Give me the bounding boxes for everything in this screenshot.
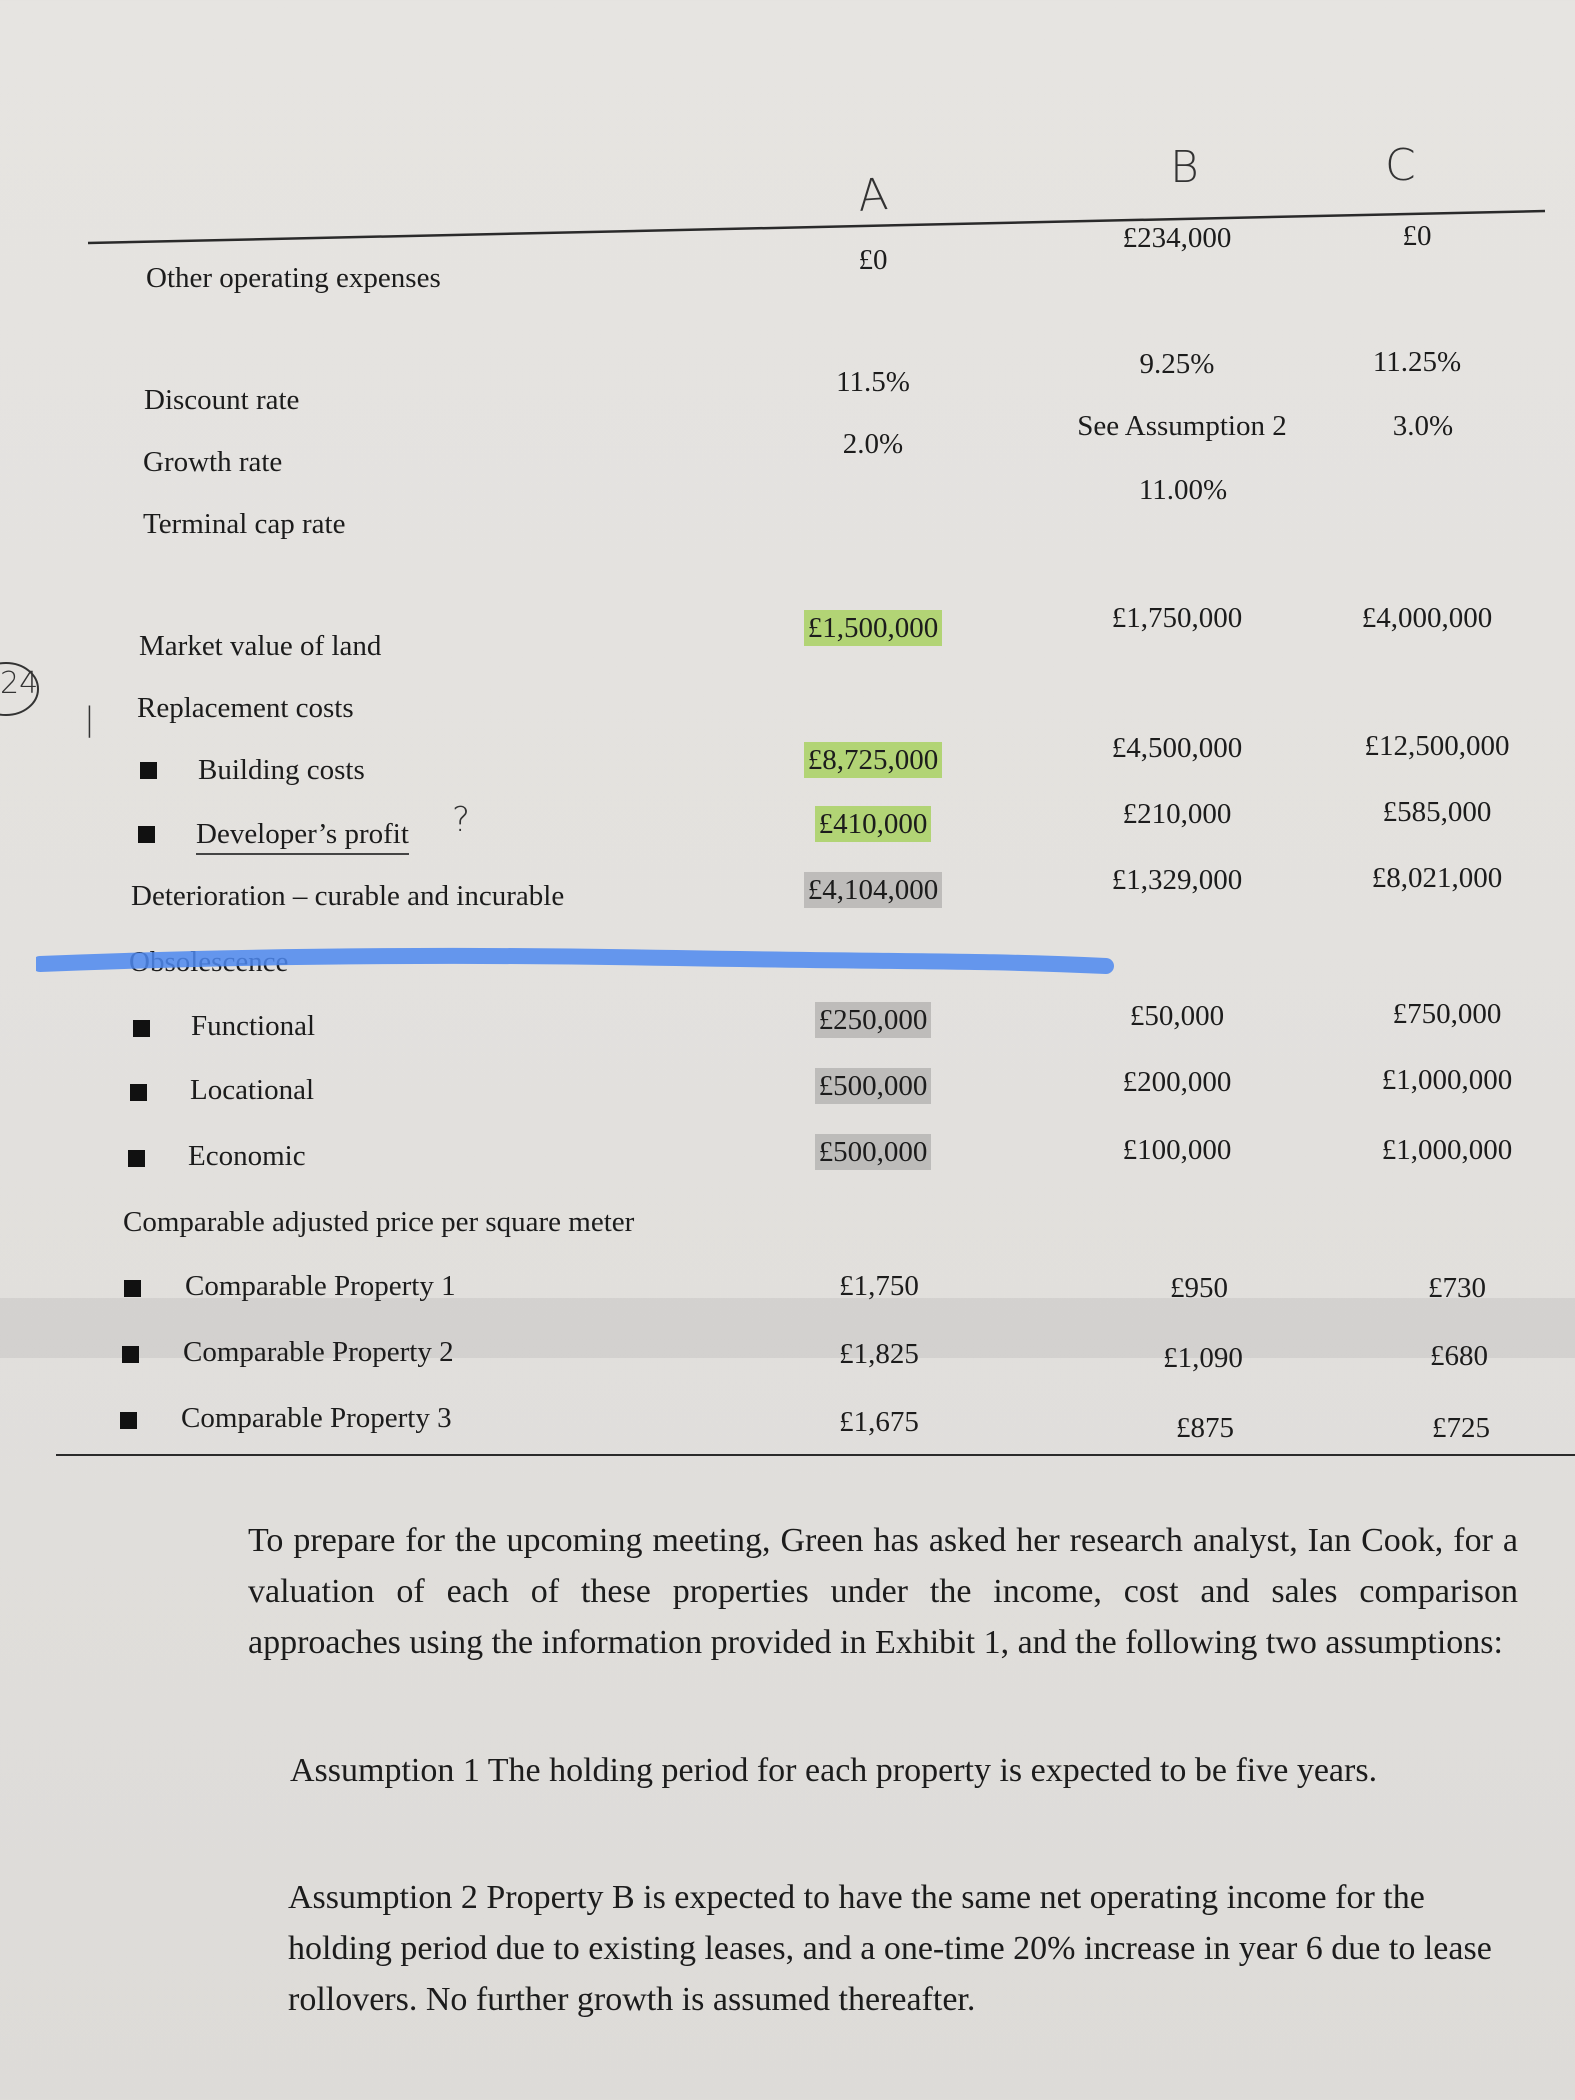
value-deterioration-c: £8,021,000 [1371, 862, 1503, 894]
value-functional-a-text: £250,000 [815, 1002, 932, 1038]
label-other-operating-expenses: Other operating expenses [146, 262, 441, 294]
assumption-2-label: Assumption 2 [288, 1879, 478, 1916]
label-building-costs: Building costs [198, 754, 365, 786]
label-replacement-costs: Replacement costs [137, 692, 354, 724]
label-terminal-cap-rate: Terminal cap rate [143, 508, 346, 540]
margin-tick: | [84, 700, 95, 738]
value-deterioration-b: £1,329,000 [1111, 864, 1243, 896]
value-economic-a [743, 1136, 1003, 1169]
value-comp2-b: £1,090 [1163, 1342, 1243, 1374]
label-economic: Economic [188, 1140, 306, 1172]
value-economic-b: £100,000 [1122, 1134, 1232, 1166]
body-paragraph: To prepare for the upcoming meeting, Green has asked her research analyst, Ian Cook, for a valuation of each of these properties under the income, cost and sales comparison approaches using the information provided in Exhibit 1, and the following two assumptions: [248, 1522, 1518, 1661]
assumption-1-text: The holding period for each property is expected to be five years. [487, 1752, 1378, 1789]
value-land-b: £1,750,000 [1111, 602, 1243, 634]
bullet-comp3 [120, 1412, 137, 1429]
label-discount-rate: Discount rate [144, 384, 300, 416]
value-economic-a-text: £500,000 [815, 1134, 932, 1170]
value-deterioration-a [743, 874, 1003, 907]
label-developer-profit: Developer’s profit [196, 818, 409, 855]
label-comparable-header: Comparable adjusted price per square meter [123, 1206, 635, 1238]
value-land-c: £4,000,000 [1361, 602, 1493, 634]
value-other-opex-b: £234,000 [1122, 222, 1232, 254]
value-functional-b: £50,000 [1129, 1000, 1225, 1032]
label-obsolescence: Obsolescence [129, 946, 289, 978]
value-developer-a-text: £410,000 [815, 806, 932, 842]
value-growth-rate-a: 2.0% [842, 428, 904, 460]
value-comp3-b: £875 [1176, 1412, 1234, 1444]
column-header-b: B [1170, 142, 1199, 193]
bullet-comp2 [122, 1346, 139, 1363]
label-comp3: Comparable Property 3 [181, 1402, 452, 1434]
bullet-developer-profit [138, 826, 155, 843]
value-other-opex-c: £0 [1402, 220, 1432, 252]
value-land-a-text: £1,500,000 [804, 610, 943, 646]
value-deterioration-a-text: £4,104,000 [804, 872, 943, 908]
value-developer-b: £210,000 [1122, 798, 1232, 830]
value-land-a [743, 612, 1003, 645]
label-locational: Locational [190, 1074, 315, 1106]
bullet-economic [128, 1150, 145, 1167]
value-building-a [743, 744, 1003, 777]
value-locational-a-text: £500,000 [815, 1068, 932, 1104]
value-comp1-a: £1,750 [839, 1270, 919, 1302]
assumption-1-label: Assumption 1 [290, 1752, 480, 1789]
bullet-functional [133, 1020, 150, 1037]
value-functional-c: £750,000 [1392, 998, 1502, 1030]
assumption-1 [290, 1745, 1525, 1796]
value-comp1-b: £950 [1170, 1272, 1228, 1304]
label-functional: Functional [191, 1010, 316, 1042]
column-header-a: A [856, 169, 890, 222]
assumption-2 [288, 1872, 1533, 2025]
value-comp3-a: £1,675 [839, 1406, 919, 1438]
value-comp3-c: £725 [1432, 1412, 1490, 1444]
value-building-a-text: £8,725,000 [804, 742, 943, 778]
bullet-comp1 [124, 1280, 141, 1297]
value-comp2-c: £680 [1430, 1340, 1488, 1372]
value-discount-rate-c: 11.25% [1372, 346, 1462, 378]
assumption-2-text: Property B is expected to have the same net operating income for the holding period due to existing leases, and a one-time 20% increase in year 6 due to lease rollovers. No further growth is assumed thereafter. [288, 1879, 1492, 2018]
question-mark: ? [452, 800, 471, 840]
value-discount-rate-a: 11.5% [836, 366, 910, 398]
column-header-c: C [1385, 140, 1416, 191]
bullet-building-costs [140, 762, 157, 779]
value-locational-a [743, 1070, 1003, 1103]
value-building-c: £12,500,000 [1364, 730, 1510, 762]
value-other-opex-a: £0 [858, 244, 888, 276]
bottom-rule [56, 1454, 1575, 1456]
bullet-locational [130, 1084, 147, 1101]
value-building-b: £4,500,000 [1111, 732, 1243, 764]
value-comp1-c: £730 [1428, 1272, 1486, 1304]
blue-strikethrough [36, 942, 1116, 982]
value-growth-rate-b: See Assumption 2 [1077, 410, 1287, 442]
value-functional-a [743, 1004, 1003, 1037]
label-market-value-land: Market value of land [139, 630, 382, 662]
value-growth-rate-c: 3.0% [1392, 410, 1454, 442]
label-deterioration: Deterioration – curable and incurable [131, 880, 565, 912]
value-terminal-cap-rate-b: 11.00% [1138, 474, 1228, 506]
value-comp2-a: £1,825 [839, 1338, 919, 1370]
label-comp1: Comparable Property 1 [185, 1270, 456, 1302]
label-comp2: Comparable Property 2 [183, 1336, 454, 1368]
value-locational-b: £200,000 [1122, 1066, 1232, 1098]
value-developer-a [743, 808, 1003, 841]
value-locational-c: £1,000,000 [1381, 1064, 1513, 1096]
value-developer-c: £585,000 [1382, 796, 1492, 828]
margin-number: 24 [0, 666, 39, 701]
value-economic-c: £1,000,000 [1381, 1134, 1513, 1166]
value-discount-rate-b: 9.25% [1139, 348, 1215, 380]
label-growth-rate: Growth rate [143, 446, 283, 478]
